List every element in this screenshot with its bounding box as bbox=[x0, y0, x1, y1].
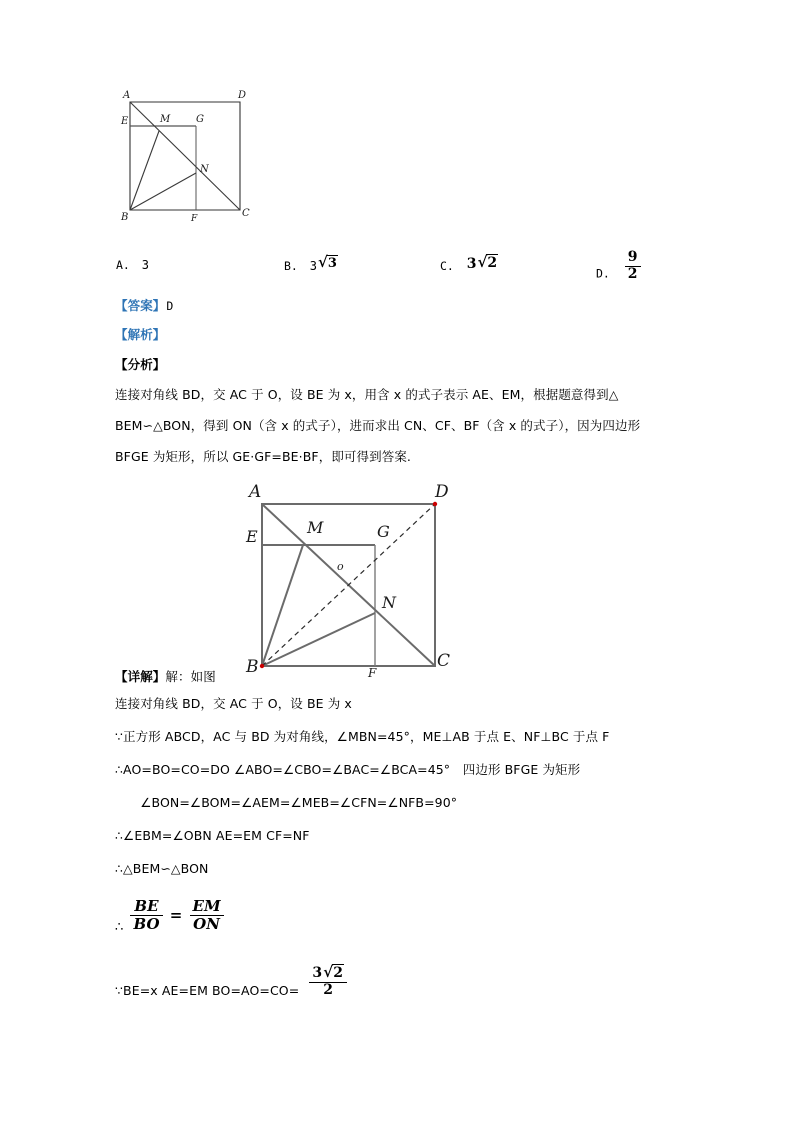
ratio-right-numerator: EM bbox=[192, 897, 221, 915]
option-d[interactable] bbox=[596, 249, 641, 290]
fig1-label-N: N bbox=[200, 164, 209, 175]
ratio-left-denominator: BO bbox=[130, 915, 162, 933]
fig1-label-M: M bbox=[160, 114, 171, 125]
detail-line-5: ∴∠EBM=∠OBN AE=EM CF=NF bbox=[115, 828, 310, 843]
fig2-label-G: G bbox=[377, 522, 390, 541]
fig2-label-D: D bbox=[435, 482, 449, 502]
detail-lead-line bbox=[115, 669, 216, 685]
detail-line-3: ∴AO=BO=CO=DO ∠ABO=∠CBO=∠BAC=∠BCA=45° 四边形 BFGE 为矩形 bbox=[115, 762, 581, 777]
fig1-label-G: G bbox=[196, 114, 204, 125]
fig1-label-C: C bbox=[242, 208, 250, 219]
fig1-label-F: F bbox=[191, 214, 198, 224]
option-a-value: 3 bbox=[141, 258, 150, 272]
answer-line bbox=[115, 298, 173, 314]
answer-value: D bbox=[166, 299, 174, 313]
fig2-label-E: E bbox=[246, 527, 258, 546]
option-b-radicand: 3 bbox=[327, 256, 337, 271]
final-frac-denominator: 2 bbox=[309, 982, 347, 999]
answer-label: 【答案】 bbox=[115, 298, 166, 313]
detail-line-1: 连接对角线 BD，交 AC 于 O，设 BE 为 x bbox=[115, 696, 352, 711]
detail-line-4: ∠BON=∠BOM=∠AEM=∠MEB=∠CFN=∠NFB=90° bbox=[115, 795, 458, 810]
final-frac-coefficient: 3 bbox=[312, 965, 323, 981]
ratio-equals: = bbox=[169, 905, 183, 924]
analysis-label: 【分析】 bbox=[115, 357, 166, 372]
option-b[interactable]: B. 3√3 bbox=[284, 253, 337, 273]
fig2-label-A: A bbox=[249, 482, 262, 502]
detail-label: 【详解】 bbox=[115, 669, 166, 684]
option-a[interactable] bbox=[116, 258, 149, 272]
figure-square-abcd-bottom bbox=[232, 478, 477, 678]
fig1-label-E: E bbox=[121, 116, 129, 127]
fig1-label-D: D bbox=[238, 90, 247, 101]
figure-square-abcd-top bbox=[112, 88, 262, 226]
ratio-prefix: ∴ bbox=[115, 919, 124, 935]
fig2-label-B: B bbox=[246, 657, 259, 677]
explanation-label: 【解析】 bbox=[115, 327, 166, 342]
option-d-letter: D. bbox=[596, 266, 610, 281]
fig2-endpoint-marker-b bbox=[260, 664, 264, 668]
option-b-letter: B. bbox=[284, 259, 298, 273]
analysis-line-1: 连接对角线 BD，交 AC 于 O，设 BE 为 x，用含 x 的式子表示 AE、EM，根据题意得到△ bbox=[115, 387, 619, 402]
detail-lead: 解：如图 bbox=[165, 669, 216, 684]
analysis-line-2: BEM∽△BON，得到 ON（含 x 的式子），进而求出 CN、CF、BF（含 x 的式子），因为四边形 bbox=[115, 418, 641, 433]
fig2-label-F: F bbox=[368, 666, 377, 678]
ratio-left-numerator: BE bbox=[134, 897, 159, 915]
ratio-right-denominator: ON bbox=[190, 915, 224, 933]
option-d-numerator: 9 bbox=[627, 249, 638, 265]
fig2-label-M: M bbox=[307, 518, 324, 537]
fig2-label-N: N bbox=[382, 593, 396, 612]
fig2-label-O: o bbox=[337, 560, 344, 573]
detail-final-line: ∵BE=x AE=EM BO=AO=CO= $\frac{3√2}{2}$ bbox=[115, 975, 347, 1008]
option-d-denominator: 2 bbox=[625, 266, 641, 283]
fig2-endpoint-marker-d bbox=[433, 502, 437, 506]
fig2-label-C: C bbox=[437, 651, 451, 671]
analysis-line-3: BFGE 为矩形，所以 GE·GF=BE·BF，即可得到答案. bbox=[115, 449, 411, 464]
final-frac-radicand: 2 bbox=[333, 965, 344, 981]
option-b-coefficient: 3 bbox=[309, 259, 318, 273]
detail-line-6: ∴△BEM∽△BON bbox=[115, 861, 209, 876]
option-c-coefficient: 3 bbox=[466, 256, 477, 272]
option-c[interactable]: C. 3√2 bbox=[440, 253, 498, 273]
detail-ratio-line bbox=[115, 898, 224, 933]
fig1-label-B: B bbox=[121, 212, 129, 223]
option-c-radicand: 2 bbox=[487, 255, 498, 271]
fig1-label-A: A bbox=[123, 90, 131, 101]
final-prefix: ∵BE=x AE=EM BO=AO=CO= bbox=[115, 983, 300, 999]
option-a-letter: A. bbox=[116, 258, 130, 272]
option-c-letter: C. bbox=[440, 259, 454, 273]
detail-line-2: ∵正方形 ABCD，AC 与 BD 为对角线，∠MBN=45°，ME⊥AB 于点 E、NF⊥BC 于点 F bbox=[115, 729, 610, 744]
